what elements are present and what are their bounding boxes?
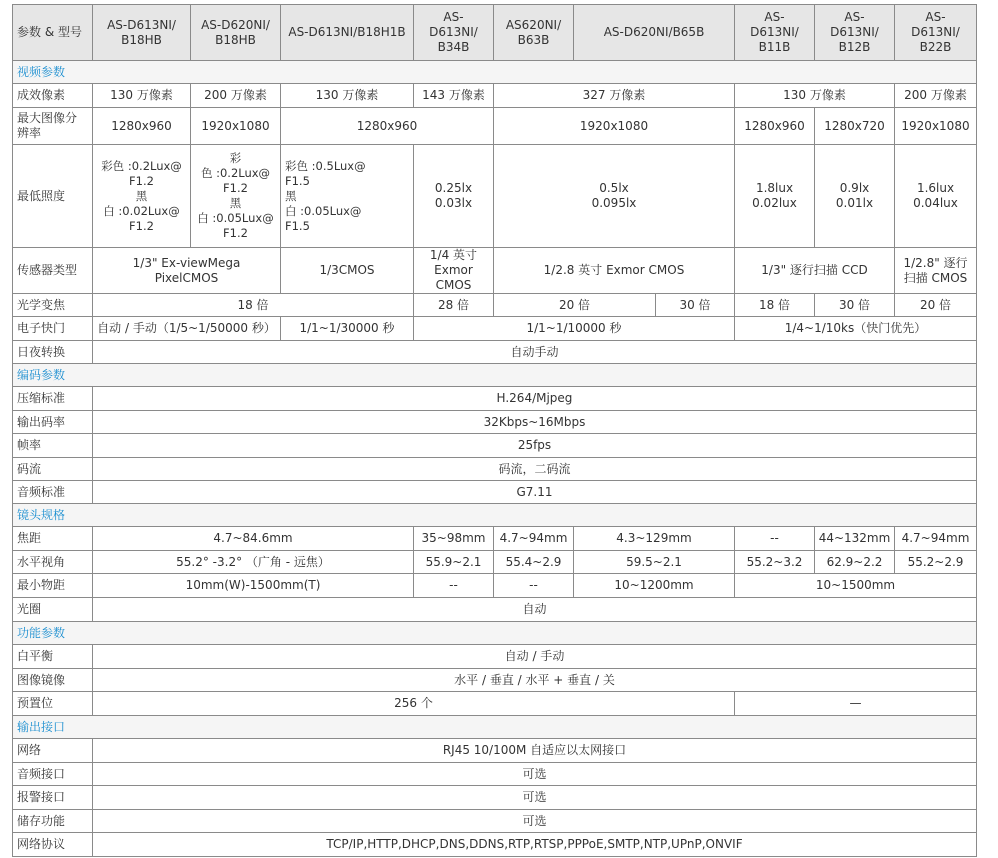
model-header: AS-D613NI/ B18HB [93,5,191,61]
table-cell: 30 倍 [815,294,895,317]
section-title-lens: 镜头规格 [13,504,977,527]
table-cell: 59.5~2.1 [574,551,735,574]
table-row [13,411,977,434]
table-cell: 1/1~1/10000 秒 [414,317,735,341]
table-cell: 55.2° -3.2° （广角 - 远焦） [93,551,414,574]
table-cell: 10mm(W)-1500mm(T) [93,574,414,598]
table-cell: RJ45 10/100M 自适应以太网接口 [93,739,977,763]
table-cell: TCP/IP,HTTP,DHCP,DNS,DDNS,RTP,RTSP,PPPoE,SMTP,NTP,UPnP,ONVIF [93,833,977,857]
table-row [13,645,977,669]
section-title-function: 功能参数 [13,622,977,645]
table-cell: 1280x960 [281,108,494,145]
row-label: 储存功能 [13,810,93,833]
table-cell: 4.3~129mm [574,527,735,551]
section-row [13,61,977,84]
table-cell: 4.7~84.6mm [93,527,414,551]
table-cell: 10~1500mm [735,574,977,598]
table-row [13,598,977,622]
table-cell: 62.9~2.2 [815,551,895,574]
row-label: 报警接口 [13,786,93,810]
table-cell: 1/4 英寸 Exmor CMOS [414,248,494,294]
table-cell: 水平 / 垂直 / 水平 + 垂直 / 关 [93,669,977,692]
table-cell: 码流，二码流 [93,458,977,481]
section-title-output: 输出接口 [13,716,977,739]
table-cell: 1280x960 [735,108,815,145]
row-label: 光圈 [13,598,93,622]
row-label: 预置位 [13,692,93,716]
table-cell: 1.6lux 0.04lux [895,145,977,248]
table-cell: 可选 [93,810,977,833]
table-cell: 1280x960 [93,108,191,145]
row-label: 成效像素 [13,84,93,108]
table-cell: 200 万像素 [191,84,281,108]
table-row [13,669,977,692]
table-cell: 25fps [93,434,977,458]
table-cell: 1920x1080 [494,108,735,145]
table-row [13,108,977,145]
row-label: 音频标准 [13,481,93,504]
table-cell: — [735,692,977,716]
table-cell: 55.9~2.1 [414,551,494,574]
section-row [13,364,977,387]
table-cell: 130 万像素 [93,84,191,108]
table-cell: H.264/Mjpeg [93,387,977,411]
table-cell: 256 个 [93,692,735,716]
row-label: 光学变焦 [13,294,93,317]
table-cell: 20 倍 [494,294,656,317]
table-row [13,145,977,248]
table-cell: 1/2.8 英寸 Exmor CMOS [494,248,735,294]
row-label: 帧率 [13,434,93,458]
table-cell: 35~98mm [414,527,494,551]
row-label: 电子快门 [13,317,93,341]
table-cell: 自动 [93,598,977,622]
table-cell: 0.9lx 0.01lx [815,145,895,248]
table-cell: 1/1~1/30000 秒 [281,317,414,341]
table-cell: 55.2~2.9 [895,551,977,574]
table-row [13,786,977,810]
table-row [13,527,977,551]
row-label: 网络协议 [13,833,93,857]
table-cell: 18 倍 [735,294,815,317]
table-cell: 55.4~2.9 [494,551,574,574]
model-header: AS-D620NI/ B18HB [191,5,281,61]
table-cell: 自动 / 手动 [93,645,977,669]
section-row [13,716,977,739]
table-row [13,458,977,481]
model-header: AS- D613NI/ B22B [895,5,977,61]
table-row [13,763,977,786]
table-cell: 1/3CMOS [281,248,414,294]
spec-table [12,4,977,857]
table-cell: 1920x1080 [895,108,977,145]
row-label: 图像镜像 [13,669,93,692]
row-label: 最低照度 [13,145,93,248]
table-row [13,574,977,598]
section-title-encoding: 编码参数 [13,364,977,387]
table-cell: 18 倍 [93,294,414,317]
table-cell: 20 倍 [895,294,977,317]
row-label: 水平视角 [13,551,93,574]
table-cell: 彩 色 :0.2Lux@ F1.2 黑 白 :0.05Lux@ F1.2 [191,145,281,248]
table-row [13,341,977,364]
model-header: AS-D613NI/B18H1B [281,5,414,61]
table-cell: -- [494,574,574,598]
table-cell: 1280x720 [815,108,895,145]
table-cell: 自动手动 [93,341,977,364]
table-cell: 4.7~94mm [895,527,977,551]
table-cell: 1920x1080 [191,108,281,145]
table-cell: 44~132mm [815,527,895,551]
table-cell: 130 万像素 [281,84,414,108]
row-label: 白平衡 [13,645,93,669]
table-cell: 55.2~3.2 [735,551,815,574]
table-row [13,317,977,341]
table-cell: 28 倍 [414,294,494,317]
table-row [13,294,977,317]
row-label: 压缩标准 [13,387,93,411]
table-cell: 32Kbps~16Mbps [93,411,977,434]
table-cell: 327 万像素 [494,84,735,108]
model-header: AS- D613NI/ B11B [735,5,815,61]
section-title-video: 视频参数 [13,61,977,84]
table-cell: 1.8lux 0.02lux [735,145,815,248]
table-row [13,84,977,108]
table-row [13,481,977,504]
row-label: 输出码率 [13,411,93,434]
row-label: 最小物距 [13,574,93,598]
table-cell: 自动 / 手动（1/5~1/50000 秒） [93,317,281,341]
table-cell: 1/4~1/10ks（快门优先） [735,317,977,341]
row-label: 日夜转换 [13,341,93,364]
row-label: 最大图像分 辨率 [13,108,93,145]
row-label: 网络 [13,739,93,763]
table-cell: 130 万像素 [735,84,895,108]
model-header: AS-D620NI/B65B [574,5,735,61]
row-label: 焦距 [13,527,93,551]
table-cell: 200 万像素 [895,84,977,108]
table-cell: 可选 [93,786,977,810]
table-cell: 彩色 :0.2Lux@ F1.2 黑 白 :0.02Lux@ F1.2 [93,145,191,248]
table-cell: 1/2.8" 逐行 扫描 CMOS [895,248,977,294]
model-header: AS- D613NI/ B12B [815,5,895,61]
header-label: 参数 & 型号 [13,5,93,61]
table-cell: 0.5lx 0.095lx [494,145,735,248]
row-label: 码流 [13,458,93,481]
table-cell: 10~1200mm [574,574,735,598]
table-row [13,387,977,411]
table-cell: 1/3" Ex-viewMega PixelCMOS [93,248,281,294]
table-cell: 1/3" 逐行扫描 CCD [735,248,895,294]
table-cell: 可选 [93,763,977,786]
header-row [13,5,977,61]
table-row [13,248,977,294]
table-row [13,739,977,763]
table-cell: 彩色 :0.5Lux@ F1.5 黑 白 :0.05Lux@ F1.5 [281,145,414,248]
table-cell: 0.25lx 0.03lx [414,145,494,248]
table-row [13,692,977,716]
section-row [13,622,977,645]
table-cell: -- [735,527,815,551]
model-header: AS- D613NI/ B34B [414,5,494,61]
table-cell: 4.7~94mm [494,527,574,551]
section-row [13,504,977,527]
table-cell: 143 万像素 [414,84,494,108]
row-label: 音频接口 [13,763,93,786]
table-row [13,833,977,857]
table-row [13,434,977,458]
table-cell: G7.11 [93,481,977,504]
table-row [13,551,977,574]
model-header: AS620NI/ B63B [494,5,574,61]
table-row [13,810,977,833]
table-cell: -- [414,574,494,598]
table-cell: 30 倍 [656,294,735,317]
row-label: 传感器类型 [13,248,93,294]
